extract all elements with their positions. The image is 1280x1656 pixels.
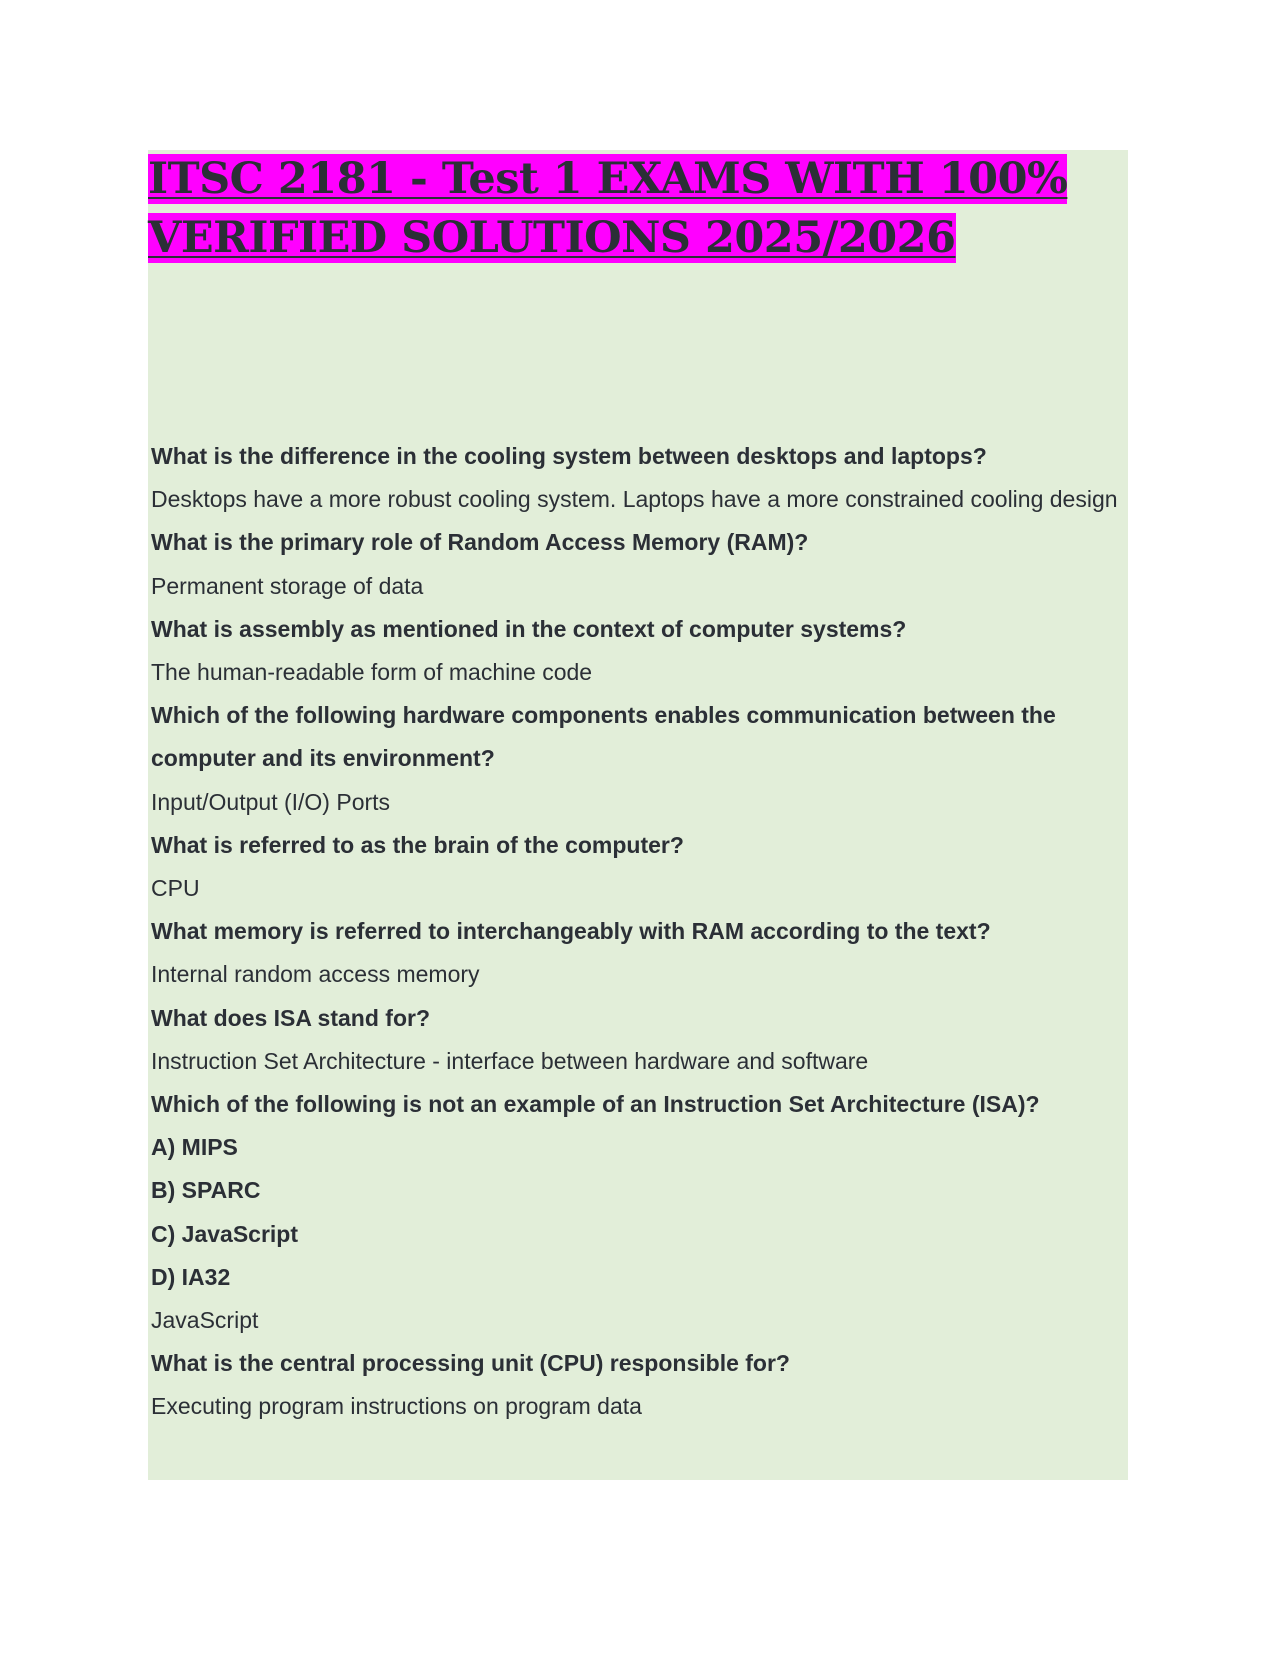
title-line-2: VERIFIED SOLUTIONS 2025/2026 [148, 213, 956, 263]
answer: Permanent storage of data [151, 572, 424, 599]
qa-item [151, 997, 1126, 1083]
answer: Instruction Set Architecture - interface between hardware and software [151, 1047, 869, 1074]
title-line-1: ITSC 2181 - Test 1 EXAMS WITH 100% [148, 154, 1068, 204]
qa-item [151, 435, 1126, 521]
document-page [148, 150, 1128, 1480]
question: What memory is referred to interchangeably with RAM according to the text? [151, 918, 991, 945]
qa-item [151, 1083, 1126, 1342]
qa-item [151, 521, 1126, 607]
answer: The human-readable form of machine code [151, 659, 593, 686]
answer: Input/Output (I/O) Ports [151, 788, 391, 815]
question: What does ISA stand for? [151, 1004, 430, 1031]
answer: JavaScript [151, 1307, 259, 1334]
answer: CPU [151, 875, 200, 902]
question: Which of the following is not an example of an Instruction Set Architecture (ISA)? [151, 1091, 1040, 1118]
document-title [148, 150, 1128, 268]
option-d: D) IA32 [151, 1263, 231, 1290]
answer: Internal random access memory [151, 961, 480, 988]
option-b: B) SPARC [151, 1177, 261, 1204]
question: What is assembly as mentioned in the context of computer systems? [151, 615, 907, 642]
question: Which of the following hardware components enables communication between the computer and its environment? [151, 702, 1056, 772]
question: What is the primary role of Random Access Memory (RAM)? [151, 529, 809, 556]
question: What is the central processing unit (CPU) responsible for? [151, 1350, 790, 1377]
qa-item [151, 1342, 1126, 1428]
option-a: A) MIPS [151, 1134, 238, 1161]
qa-item [151, 910, 1126, 996]
qa-list [151, 435, 1126, 1429]
question: What is the difference in the cooling system between desktops and laptops? [151, 443, 987, 469]
qa-item [151, 824, 1126, 910]
answer: Desktops have a more robust cooling system. Laptops have a more constrained cooling design [151, 486, 1118, 513]
question: What is referred to as the brain of the computer? [151, 831, 684, 858]
qa-item [151, 608, 1126, 694]
qa-item [151, 694, 1126, 824]
option-c: C) JavaScript [151, 1220, 299, 1247]
answer: Executing program instructions on program data [151, 1393, 642, 1420]
